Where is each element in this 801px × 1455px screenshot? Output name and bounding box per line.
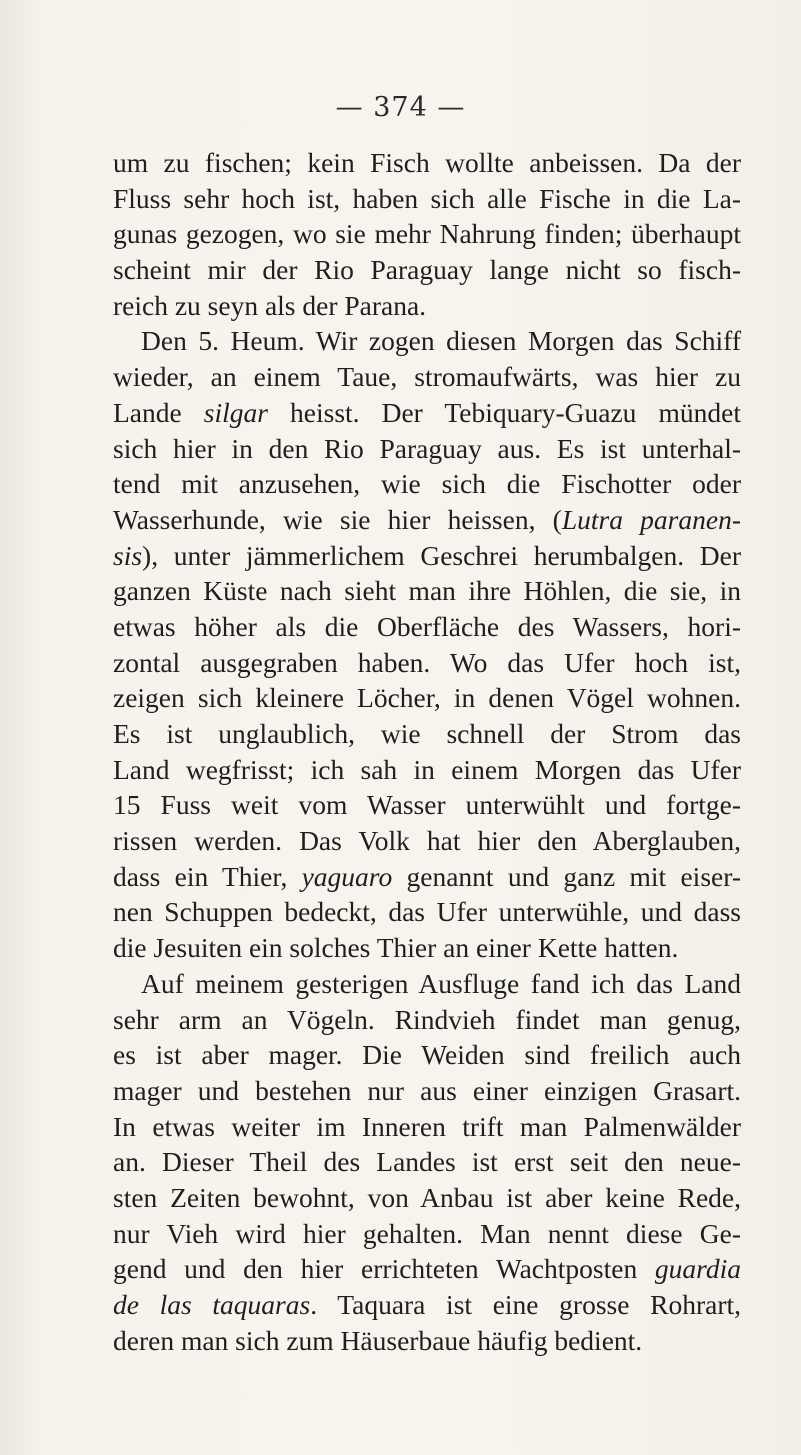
line-text: Land wegfrisst; ich sah in einem Morgen das Ufer [113, 753, 741, 785]
text-line [113, 1216, 741, 1252]
line-text: scheint mir der Rio Paraguay lange nicht so fisch- [113, 254, 741, 286]
line-text: nen Schuppen bedeckt, das Ufer unterwühle, und dass [113, 896, 741, 928]
line-text: rissen werden. Das Volk hat hier den Aberglauben, [113, 825, 741, 857]
text-line [113, 288, 741, 324]
line-text: Es ist unglaublich, wie schnell der Strom das [113, 718, 741, 749]
body-text [113, 145, 741, 1358]
text-line [113, 930, 741, 966]
line-text: In etwas weiter im Inneren trift man Palmenwälder [113, 1110, 741, 1142]
line-text: reich zu seyn als der Parana. [113, 289, 427, 321]
line-text-after: ), unter jämmerlichem Geschrei herumbalgen. Der [142, 539, 741, 571]
line-text: deren man sich zum Häuserbaue häufig bedient. [113, 1324, 643, 1356]
line-text: um zu fischen; kein Fisch wollte anbeissen. Da der [113, 147, 741, 178]
text-line [113, 216, 741, 252]
text-line [113, 323, 741, 359]
text-line [113, 1287, 741, 1323]
text-line [113, 1109, 741, 1145]
line-text: an. Dieser Theil des Landes ist erst seit den neue- [113, 1146, 741, 1178]
line-text-before: gend und den hier errichteten Wachtposten [113, 1253, 655, 1285]
text-line [113, 1323, 741, 1359]
line-text: ganzen Küste nach sieht man ihre Höhlen, die sie, in [113, 575, 741, 607]
text-line [113, 431, 741, 467]
text-line [113, 466, 741, 502]
line-text: tend mit anzusehen, wie sich die Fischotter oder [113, 468, 741, 500]
line-text: die Jesuiten ein solches Thier an einer Kette hatten. [113, 932, 679, 964]
italic-term: yaguaro [301, 860, 393, 892]
text-line [113, 894, 741, 930]
text-line [113, 1002, 741, 1038]
text-line [113, 502, 741, 538]
line-text: 15 Fuss weit vom Wasser unterwühlt und fortge- [113, 789, 741, 821]
text-line [113, 573, 741, 609]
text-line [113, 538, 741, 574]
line-text-after: genannt und ganz mit eiser- [392, 860, 741, 892]
text-line [113, 609, 741, 645]
italic-term: sis [113, 539, 143, 571]
line-text-before: dass ein Thier, [113, 860, 302, 892]
line-text: Fluss sehr hoch ist, haben sich alle Fische in die La- [113, 182, 741, 214]
line-text: Den 5. Heum. Wir zogen diesen Morgen das Schiff [141, 325, 741, 357]
line-text: etwas höher als die Oberfläche des Wassers, hori- [113, 610, 741, 642]
line-text: zontal ausgegraben haben. Wo das Ufer hoch ist, [113, 646, 741, 678]
text-line [113, 1037, 741, 1073]
line-text-before: Wasserhunde, wie sie hier heissen, ( [113, 503, 562, 535]
line-text: mager und bestehen nur aus einer einzigen Grasart. [113, 1074, 741, 1106]
line-text: nur Vieh wird hier gehalten. Man nennt diese Ge- [113, 1217, 741, 1249]
line-text: es ist aber mager. Die Weiden sind freilich auch [113, 1039, 741, 1071]
text-line [113, 645, 741, 681]
text-line [113, 1180, 741, 1216]
line-text-before: Lande [113, 396, 204, 428]
text-line [113, 145, 741, 181]
line-text-after: heisst. Der Tebiquary-Guazu mündet [267, 396, 741, 428]
text-line [113, 823, 741, 859]
italic-term: de las taquaras [113, 1289, 311, 1320]
italic-term: guardia [654, 1253, 741, 1285]
line-text: sten Zeiten bewohnt, von Anbau ist aber keine Rede, [113, 1181, 741, 1213]
line-text: sich hier in den Rio Paraguay aus. Es ist unterhal- [113, 432, 741, 464]
text-line [113, 252, 741, 288]
text-line [113, 1144, 741, 1180]
line-text: gunas gezogen, wo sie mehr Nahrung finden; überhaupt [113, 218, 741, 250]
text-line [113, 181, 741, 217]
line-text: wieder, an einem Taue, stromaufwärts, was hier zu [113, 361, 741, 393]
page-number: — 374 — [335, 92, 466, 123]
line-text-after: . Taquara ist eine grosse Rohrart, [310, 1289, 741, 1320]
line-text: Auf meinem gesterigen Ausfluge fand ich das Land [141, 967, 741, 999]
text-line [113, 395, 741, 431]
text-line [113, 787, 741, 823]
text-line [113, 359, 741, 395]
text-line [113, 859, 741, 895]
text-line [113, 716, 741, 752]
text-line [113, 966, 741, 1002]
text-line [113, 1251, 741, 1287]
italic-term: Lutra paranen- [561, 503, 742, 535]
line-text: sehr arm an Vögeln. Rindvieh findet man genug, [113, 1003, 741, 1035]
italic-term: silgar [203, 396, 268, 428]
line-text: zeigen sich kleinere Löcher, in denen Vögel wohnen. [113, 682, 741, 714]
text-line [113, 1073, 741, 1109]
text-line [113, 752, 741, 788]
text-line [113, 680, 741, 716]
